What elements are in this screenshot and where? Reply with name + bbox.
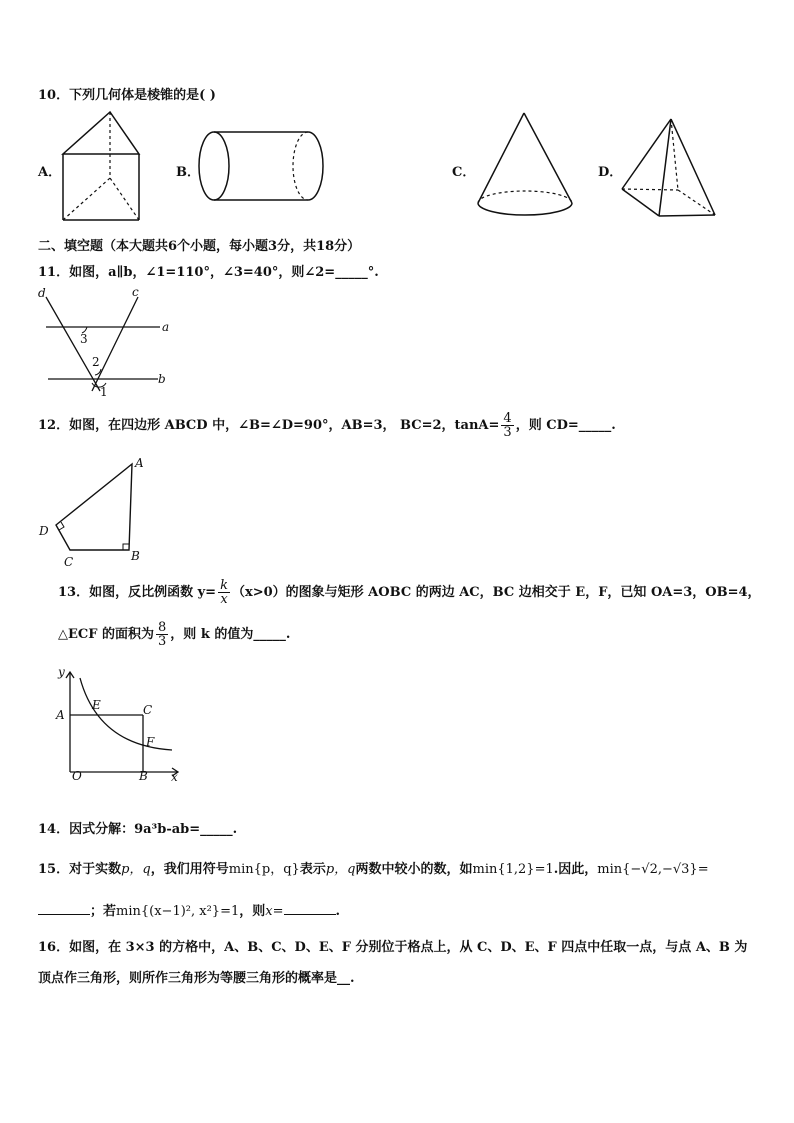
q13-line2-prefix: △ECF 的面积为 bbox=[58, 627, 155, 642]
q13-suffix: （x>0）的图象与矩形 AOBC 的两边 AC，BC 边相交于 E，F，已知 OA=3，OB=4， bbox=[231, 585, 761, 600]
label-A: A bbox=[56, 708, 65, 722]
q13-line2-suffix: ，则 k 的值为_____. bbox=[170, 627, 291, 642]
q12-suffix: ，则 CD=_____. bbox=[515, 418, 616, 433]
label-y: y bbox=[58, 665, 65, 679]
frac-x: x bbox=[220, 592, 228, 607]
q15-x-eq: x= bbox=[265, 904, 284, 919]
q12-prefix: 12．如图，在四边形 ABCD 中，∠B=∠D=90°，AB=3， BC=2，tanA= bbox=[38, 418, 500, 433]
q16-line-2: 顶点作三角形，则所作三角形为等腰三角形的概率是__. bbox=[38, 971, 355, 986]
cone-figure bbox=[470, 110, 580, 222]
label-C: C bbox=[143, 703, 153, 717]
label-F: F bbox=[146, 735, 155, 749]
q13-line-2 bbox=[58, 621, 290, 648]
q11-parallel-lines-figure bbox=[34, 283, 182, 401]
label-B: B bbox=[131, 549, 140, 563]
q15-line-2 bbox=[38, 900, 340, 919]
label-C: C bbox=[64, 555, 74, 569]
label-x: x bbox=[171, 770, 178, 784]
label-d: d bbox=[38, 286, 46, 300]
q10-option-d-label: D． bbox=[598, 165, 623, 180]
tan-fraction bbox=[501, 412, 513, 439]
k-over-x-fraction bbox=[218, 579, 230, 606]
q13-prefix: 13．如图，反比例函数 y= bbox=[58, 585, 217, 600]
label-B: B bbox=[139, 769, 148, 783]
q15-min-pq: min{p，q} bbox=[228, 862, 300, 877]
label-b: b bbox=[158, 372, 166, 386]
triangular-prism-figure bbox=[58, 108, 148, 224]
tan-den: 3 bbox=[503, 425, 512, 440]
q15-blank-1 bbox=[38, 913, 90, 915]
label-A: A bbox=[135, 456, 144, 470]
q12-stem bbox=[38, 412, 616, 439]
q10-option-b-label: B． bbox=[176, 165, 200, 180]
angle-3-label: 3 bbox=[80, 332, 88, 346]
pyramid-figure bbox=[616, 114, 720, 220]
q10-stem: 10．下列几何体是棱锥的是( ) bbox=[38, 88, 216, 103]
q13-graph-figure bbox=[52, 662, 186, 786]
q15-text-b: ，我们用符号 bbox=[150, 862, 229, 877]
label-E: E bbox=[92, 698, 101, 712]
q15-text-g: ，则 bbox=[239, 904, 266, 919]
q15-text-e: .因此， bbox=[553, 862, 598, 877]
label-c: c bbox=[132, 285, 139, 299]
angle-2-label: 2 bbox=[92, 355, 100, 369]
q12-quadrilateral-figure bbox=[34, 452, 154, 572]
label-D: D bbox=[39, 524, 49, 538]
q13-line-1 bbox=[58, 579, 761, 606]
section-heading: 二、填空题（本大题共6个小题，每小题3分，共18分） bbox=[38, 239, 361, 254]
q15-text-f: ；若 bbox=[90, 904, 117, 919]
q11-stem: 11．如图，a∥b，∠1=110°，∠3=40°，则∠2=_____°. bbox=[38, 265, 379, 280]
q15-min-12: min{1,2}=1 bbox=[472, 862, 554, 877]
label-O: O bbox=[72, 769, 82, 783]
q15-end: . bbox=[335, 904, 341, 919]
q15-var-pq-2: p，q bbox=[325, 862, 356, 877]
tan-num: 4 bbox=[503, 411, 512, 426]
area-fraction bbox=[156, 621, 168, 648]
frac-3: 3 bbox=[158, 634, 167, 649]
q16-line-1: 16．如图，在 3×3 的方格中，A、B、C、D、E、F 分别位于格点上，从 C、D、E、F 四点中任取一点，与点 A、B 为 bbox=[38, 940, 748, 955]
q14-stem: 14．因式分解：9a³b-ab=_____. bbox=[38, 822, 238, 837]
frac-8: 8 bbox=[158, 620, 167, 635]
q10-option-c-label: C． bbox=[452, 165, 476, 180]
q15-text-d: 两数中较小的数，如 bbox=[355, 862, 473, 877]
q15-text-a: 15．对于实数 bbox=[38, 862, 122, 877]
frac-k: k bbox=[220, 578, 228, 593]
q15-line-1 bbox=[38, 858, 709, 877]
label-a: a bbox=[162, 320, 170, 334]
q15-var-pq: p，q bbox=[121, 862, 151, 877]
angle-1-label: 1 bbox=[100, 385, 108, 399]
cylinder-figure bbox=[196, 128, 328, 204]
q15-blank-2 bbox=[284, 913, 336, 915]
q15-min-eq: min{(x−1)², x²}=1 bbox=[116, 904, 240, 919]
q15-min-sqrt: min{−√2,−√3}= bbox=[597, 862, 709, 877]
q15-text-c: 表示 bbox=[299, 862, 326, 877]
q10-option-a-label: A． bbox=[38, 165, 62, 180]
